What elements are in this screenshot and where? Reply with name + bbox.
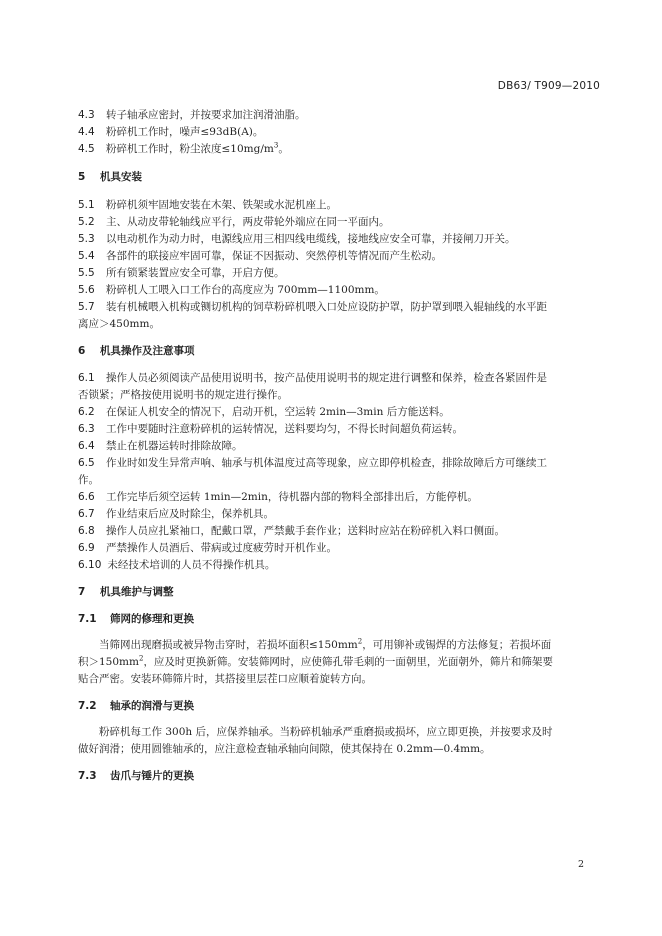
clause-number: 5.7 — [78, 301, 95, 313]
section-6-heading — [78, 343, 598, 360]
clause-number: 5.4 — [78, 250, 95, 262]
subsection-number: 7.2 — [78, 700, 97, 712]
clause-6-5 — [78, 455, 598, 472]
clause-6-5-cont: 作。 — [78, 474, 99, 486]
clause-text: 未经技术培训的人员不得操作机具。 — [107, 559, 276, 571]
paragraph-text: ，应及时更换新筛。安装筛网时，应使筛孔带毛刺的一面朝里，光面朝外，筛片和筛架要 — [143, 656, 553, 668]
subsection-number: 7.3 — [78, 770, 97, 782]
paragraph-7-2-line2: 做好润滑；使用圆锥轴承的，应注意检查轴承轴向间隙，使其保持在 0.2mm—0.4mm。 — [78, 743, 491, 755]
clause-6-8 — [78, 523, 598, 540]
clause-text: 转子轴承应密封，并按要求加注润滑油脂。 — [106, 109, 306, 121]
paragraph-7-1-line2 — [78, 654, 598, 671]
clause-4-3 — [78, 107, 598, 124]
clause-number: 6.7 — [78, 508, 95, 520]
subsection-7-2-heading — [78, 698, 598, 715]
paragraph-text: ，可用铆补或锡焊的方法修复；若损坏面 — [362, 639, 552, 651]
section-number: 7 — [78, 586, 86, 598]
clause-text: 粉碎机须牢固地安装在木架、铁架或水泥机座上。 — [106, 199, 337, 211]
clause-5-7-cont: 离应＞450mm。 — [78, 318, 160, 330]
clause-number: 6.4 — [78, 440, 95, 452]
clause-5-3 — [78, 231, 598, 248]
clause-number: 4.5 — [78, 143, 95, 155]
subsection-title: 齿爪与锤片的更换 — [110, 770, 194, 782]
clause-number: 5.2 — [78, 216, 95, 228]
paragraph-text: 当筛网出现磨损或被异物击穿时，若损坏面积≤150mm — [99, 639, 358, 651]
section-title: 机具维护与调整 — [100, 586, 174, 598]
clause-5-6 — [78, 282, 598, 299]
clause-text: 粉碎机工作时，粉尘浓度≤10mg/m — [106, 143, 274, 155]
clause-5-2 — [78, 214, 598, 231]
clause-5-4 — [78, 248, 598, 265]
subsection-number: 7.1 — [78, 613, 97, 625]
clause-6-9 — [78, 540, 598, 557]
clause-text: 工作中要随时注意粉碎机的运转情况，送料要均匀，不得长时间超负荷运转。 — [106, 423, 463, 435]
clause-text: 操作人员必须阅读产品使用说明书，按产品使用说明书的规定进行调整和保养，检查各紧固件是 — [106, 372, 547, 384]
clause-6-7 — [78, 506, 598, 523]
clause-6-1-cont: 否锁紧；严格按使用说明书的规定进行操作。 — [78, 389, 288, 401]
section-number: 6 — [78, 345, 86, 357]
clause-number: 6.2 — [78, 406, 95, 418]
section-7-heading — [78, 584, 598, 601]
clause-text: 以电动机作为动力时，电源线应用三相四线电缆线，接地线应安全可靠，并接闸刀开关。 — [106, 233, 516, 245]
clause-text: 各部件的联接应牢固可靠，保证不因振动、突然停机等情况而产生松动。 — [106, 250, 442, 262]
paragraph-7-1 — [78, 637, 598, 654]
clause-number: 6.6 — [78, 491, 95, 503]
superscript: 2 — [138, 654, 144, 663]
page-number: 2 — [577, 859, 584, 870]
clause-6-3 — [78, 421, 598, 438]
clause-text: 所有锁紧装置应安全可靠，开启方便。 — [106, 267, 285, 279]
clause-number: 5.6 — [78, 284, 95, 296]
clause-number: 6.9 — [78, 542, 95, 554]
clause-text: 粉碎机人工喂入口工作台的高度应为 700mm—1100mm。 — [106, 284, 385, 296]
section-number: 5 — [78, 171, 86, 183]
clause-number: 4.3 — [78, 109, 95, 121]
document-code: DB63/ T909—2010 — [497, 80, 600, 92]
paragraph-7-2: 粉碎机每工作 300h 后，应保养轴承。当粉碎机轴承严重磨损或损坏，应立即更换，并按要求及时 — [99, 726, 553, 738]
clause-number: 6.3 — [78, 423, 95, 435]
clause-5-5 — [78, 265, 598, 282]
section-5-heading — [78, 169, 598, 186]
clause-text: 操作人员应扎紧袖口，配戴口罩，严禁戴手套作业；送料时应站在粉碎机入料口侧面。 — [106, 525, 505, 537]
clause-number: 6.1 — [78, 372, 95, 384]
subsection-7-3-heading — [78, 768, 598, 785]
superscript: 2 — [357, 637, 363, 646]
subsection-title: 筛网的修理和更换 — [110, 613, 194, 625]
clause-number: 6.10 — [78, 559, 102, 571]
clause-text: 主、从动皮带轮轴线应平行，两皮带轮外端应在同一平面内。 — [106, 216, 390, 228]
clause-text: 装有机械喂入机构或铡切机构的饲草粉碎机喂入口处应设防护罩，防护罩到喂入辊轴线的水平距 — [106, 301, 547, 313]
clause-number: 5.1 — [78, 199, 95, 211]
clause-6-10 — [78, 557, 598, 574]
clause-text: 严禁操作人员酒后、带病或过度疲劳时开机作业。 — [106, 542, 337, 554]
clause-text: 粉碎机工作时，噪声≤93dB(A)。 — [106, 126, 264, 138]
clause-6-2 — [78, 404, 598, 421]
clause-text: 在保证人机安全的情况下，启动开机，空运转 2min—3min 后方能送料。 — [106, 406, 450, 418]
paragraph-text: 积＞150mm — [78, 656, 139, 668]
clause-number: 6.5 — [78, 457, 95, 469]
section-title: 机具操作及注意事项 — [100, 345, 195, 357]
clause-5-7 — [78, 299, 598, 316]
clause-text: 工作完毕后须空运转 1min—2min，待机器内部的物料全部排出后，方能停机。 — [106, 491, 478, 503]
document-body — [78, 107, 598, 785]
clause-text: 禁止在机器运转时排除故障。 — [106, 440, 243, 452]
superscript: 3 — [273, 141, 279, 150]
clause-number: 5.3 — [78, 233, 95, 245]
clause-4-5 — [78, 141, 598, 158]
clause-text-end: 。 — [278, 143, 289, 155]
clause-text: 作业时如发生异常声响、轴承与机体温度过高等现象，应立即停机检查，排除故障后方可继续工 — [106, 457, 547, 469]
clause-number: 4.4 — [78, 126, 95, 138]
clause-text: 作业结束后应及时除尘，保养机具。 — [106, 508, 274, 520]
clause-number: 6.8 — [78, 525, 95, 537]
clause-6-1 — [78, 370, 598, 387]
clause-number: 5.5 — [78, 267, 95, 279]
paragraph-7-1-line3: 贴合严密。安装环筛筛片时，其搭接里层茬口应顺着旋转方向。 — [78, 673, 372, 685]
clause-4-4 — [78, 124, 598, 141]
subsection-7-1-heading — [78, 611, 598, 628]
clause-5-1 — [78, 197, 598, 214]
section-title: 机具安装 — [100, 171, 142, 183]
subsection-title: 轴承的润滑与更换 — [110, 700, 194, 712]
clause-6-6 — [78, 489, 598, 506]
clause-6-4 — [78, 438, 598, 455]
